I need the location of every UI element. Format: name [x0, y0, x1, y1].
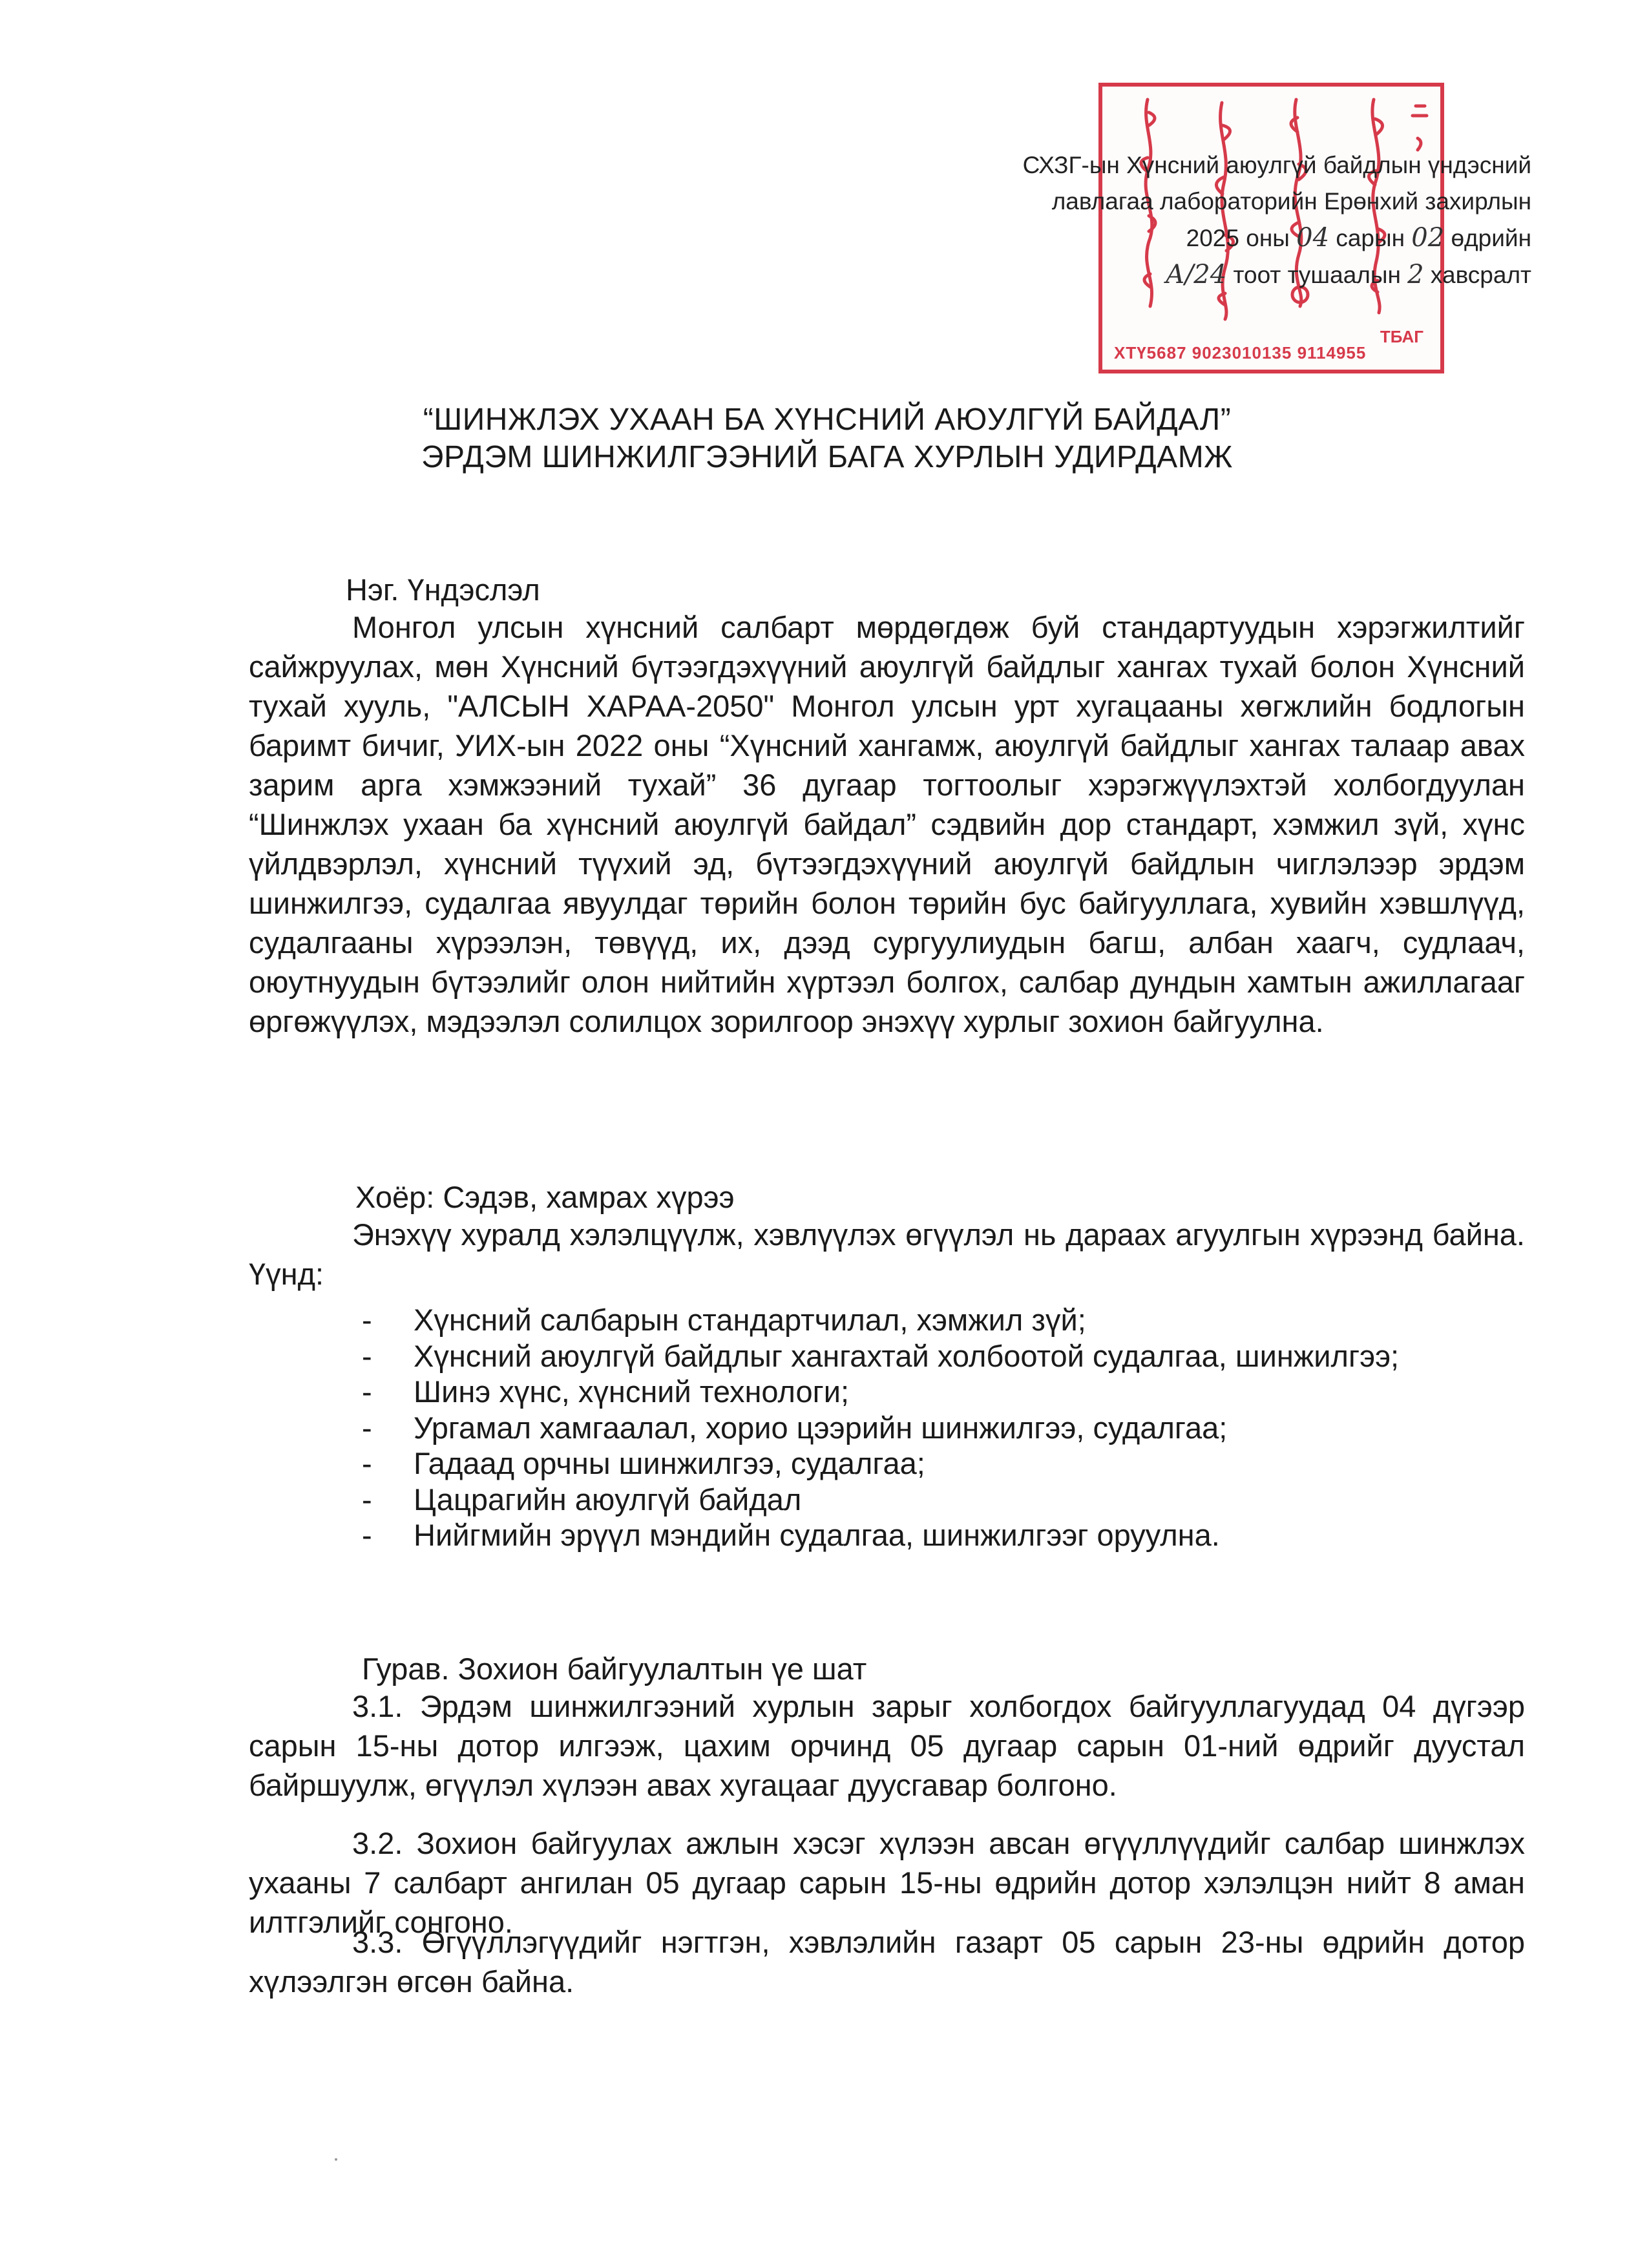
list-item-text: Хүнсний салбарын стандартчилал, хэмжил зүй;	[414, 1303, 1086, 1337]
list-item	[362, 1445, 1399, 1482]
handwritten-annex-number: 2	[1407, 260, 1424, 289]
handwritten-order-number: А/24	[1165, 260, 1227, 289]
header-line-3	[969, 220, 1531, 257]
list-item-text: Цацрагийн аюулгүй байдал	[414, 1482, 802, 1517]
section-2-heading: Хоёр: Сэдэв, хамрах хүрээ	[355, 1180, 735, 1214]
handwritten-day: 02	[1411, 223, 1445, 253]
stamp-id-numbers: ХТҮ5687 9023010135 9114955	[1114, 343, 1367, 362]
header-day-label: өдрийн	[1444, 225, 1531, 251]
bullet-dash: -	[362, 1482, 372, 1517]
header-year-text: 2025 оны	[1186, 225, 1297, 251]
list-item-text: Хүнсний аюулгүй байдлыг хангахтай холбоотой судалгаа, шинжилгээ;	[414, 1338, 1400, 1373]
list-item	[362, 1482, 1399, 1518]
bullet-dash: -	[362, 1446, 372, 1480]
bullet-dash: -	[362, 1410, 372, 1445]
list-item-text: Нийгмийн эрүүл мэндийн судалгаа, шинжилгээг оруулна.	[414, 1518, 1220, 1552]
list-item-text: Ургамал хамгаалал, хорио цээрийн шинжилгээ, судалгаа;	[414, 1410, 1228, 1445]
bullet-dash: -	[362, 1338, 372, 1373]
section-3-item-1	[249, 1686, 1525, 1805]
section-1-heading: Нэг. Үндэслэл	[346, 572, 540, 607]
section-3-item-text: 3.2. Зохион байгуулах ажлын хэсэг хүлээн авсан өгүүллүүдийг салбар шинжлэх ухааны 7 салбарт ангилан 05 дугаар сарын 15-ны өдрийн дотор хэлэлцэн нийт 8 аман илтгэлийг сонгоно.	[249, 1826, 1525, 1939]
topic-list	[362, 1302, 1399, 1553]
section-1-paragraph	[249, 607, 1525, 1041]
section-3-item-3	[249, 1922, 1525, 2001]
title-line-1: “ШИНЖЛЭХ УХААН БА ХҮНСНИЙ АЮУЛГҮЙ БАЙДАЛ”	[423, 403, 1232, 437]
header-order-label: тоот тушаалын	[1226, 262, 1408, 288]
section-3-item-text: 3.1. Эрдэм шинжилгээний хурлын зарыг холбогдох байгууллагуудад 04 дүгээр сарын 15-ны дотор илгээж, цахим орчинд 05 дугаар сарын 01-ний өдрийг дуустал байршуулж, өгүүлэл хүлээн авах хугацааг дуусгавар болгоно.	[249, 1689, 1525, 1802]
section-3-heading: Гурав. Зохион байгуулалтын үе шат	[362, 1652, 867, 1686]
list-item	[362, 1302, 1399, 1338]
section-2-intro	[249, 1215, 1525, 1294]
list-item-text: Шинэ хүнс, хүнсний технологи;	[414, 1374, 850, 1409]
section-2-intro-text: Энэхүү хуралд хэлэлцүүлж, хэвлүүлэх өгүүлэл нь дараах агуулгын хүрээнд байна. Үүнд:	[249, 1217, 1525, 1291]
section-1-text: Монгол улсын хүнсний салбарт мөрдөгдөж буй стандартуудын хэрэгжилтийг сайжруулах, мөн Хүнсний бүтээгдэхүүний аюулгүй байдлыг хангах тухай болон Хүнсний тухай хууль, "АЛСЫН ХАРАА-2050" Монгол улсын урт хугацааны хөгжлийн бодлогын баримт бичиг, УИХ-ын 2022 оны “Хүнсний хангамж, аюулгүй байдлыг хангах талаар авах зарим арга хэмжээний тухай” 36 дугаар тогтоолыг хэрэгжүүлэхтэй холбогдуулан “Шинжлэх ухаан ба хүнсний аюулгүй байдал” сэдвийн дор стандарт, хэмжил зүй, хүнс үйлдвэрлэл, хүнсний түүхий эд, бүтээгдэхүүний аюулгүй байдлын чиглэлээр эрдэм шинжилгээ, судалгаа явуулдаг төрийн болон төрийн бус байгууллага, хувийн хэвшлүүд, судалгааны хүрээлэн, төвүүд, их, дээд сургуулиудын багш, албан хаагч, судлаач, оюутнуудын бүтээлийг олон нийтийн хүртээл болгох, салбар дундын хамтын ажиллагааг өргөжүүлэх, мэдээлэл солилцох зорилгоор энэхүү хурлыг зохион байгуулна.	[249, 610, 1525, 1038]
header-line-1: СХЗГ-ын Хүнсний аюулгүй байдлын үндэсний	[1022, 152, 1531, 178]
title-line-2: ЭРДЭМ ШИНЖИЛГЭЭНИЙ БАГА ХУРЛЫН УДИРДАМЖ	[421, 440, 1233, 474]
header-line-4	[969, 257, 1531, 293]
list-item	[362, 1374, 1399, 1410]
annex-header	[969, 147, 1531, 293]
section-3-item-text: 3.3. Өгүүллэгүүдийг нэгтгэн, хэвлэлийн газарт 05 сарын 23-ны өдрийн дотор хүлээлгэн өгсөн байна.	[249, 1925, 1525, 1999]
list-item-text: Гадаад орчны шинжилгээ, судалгаа;	[414, 1446, 925, 1480]
list-item	[362, 1410, 1399, 1446]
bullet-dash: -	[362, 1518, 372, 1552]
handwritten-month: 04	[1296, 223, 1330, 253]
scan-speck	[335, 2158, 337, 2161]
header-month-label: сарын	[1329, 225, 1412, 251]
bullet-dash: -	[362, 1374, 372, 1409]
bullet-dash: -	[362, 1303, 372, 1337]
header-annex-label: хавсралт	[1423, 262, 1531, 288]
list-item	[362, 1338, 1399, 1374]
stamp-org-label: ТБАГ	[1380, 327, 1423, 346]
header-line-2: лавлагаа лабораторийн Ерөнхий захирлын	[1051, 188, 1531, 215]
list-item	[362, 1517, 1399, 1553]
